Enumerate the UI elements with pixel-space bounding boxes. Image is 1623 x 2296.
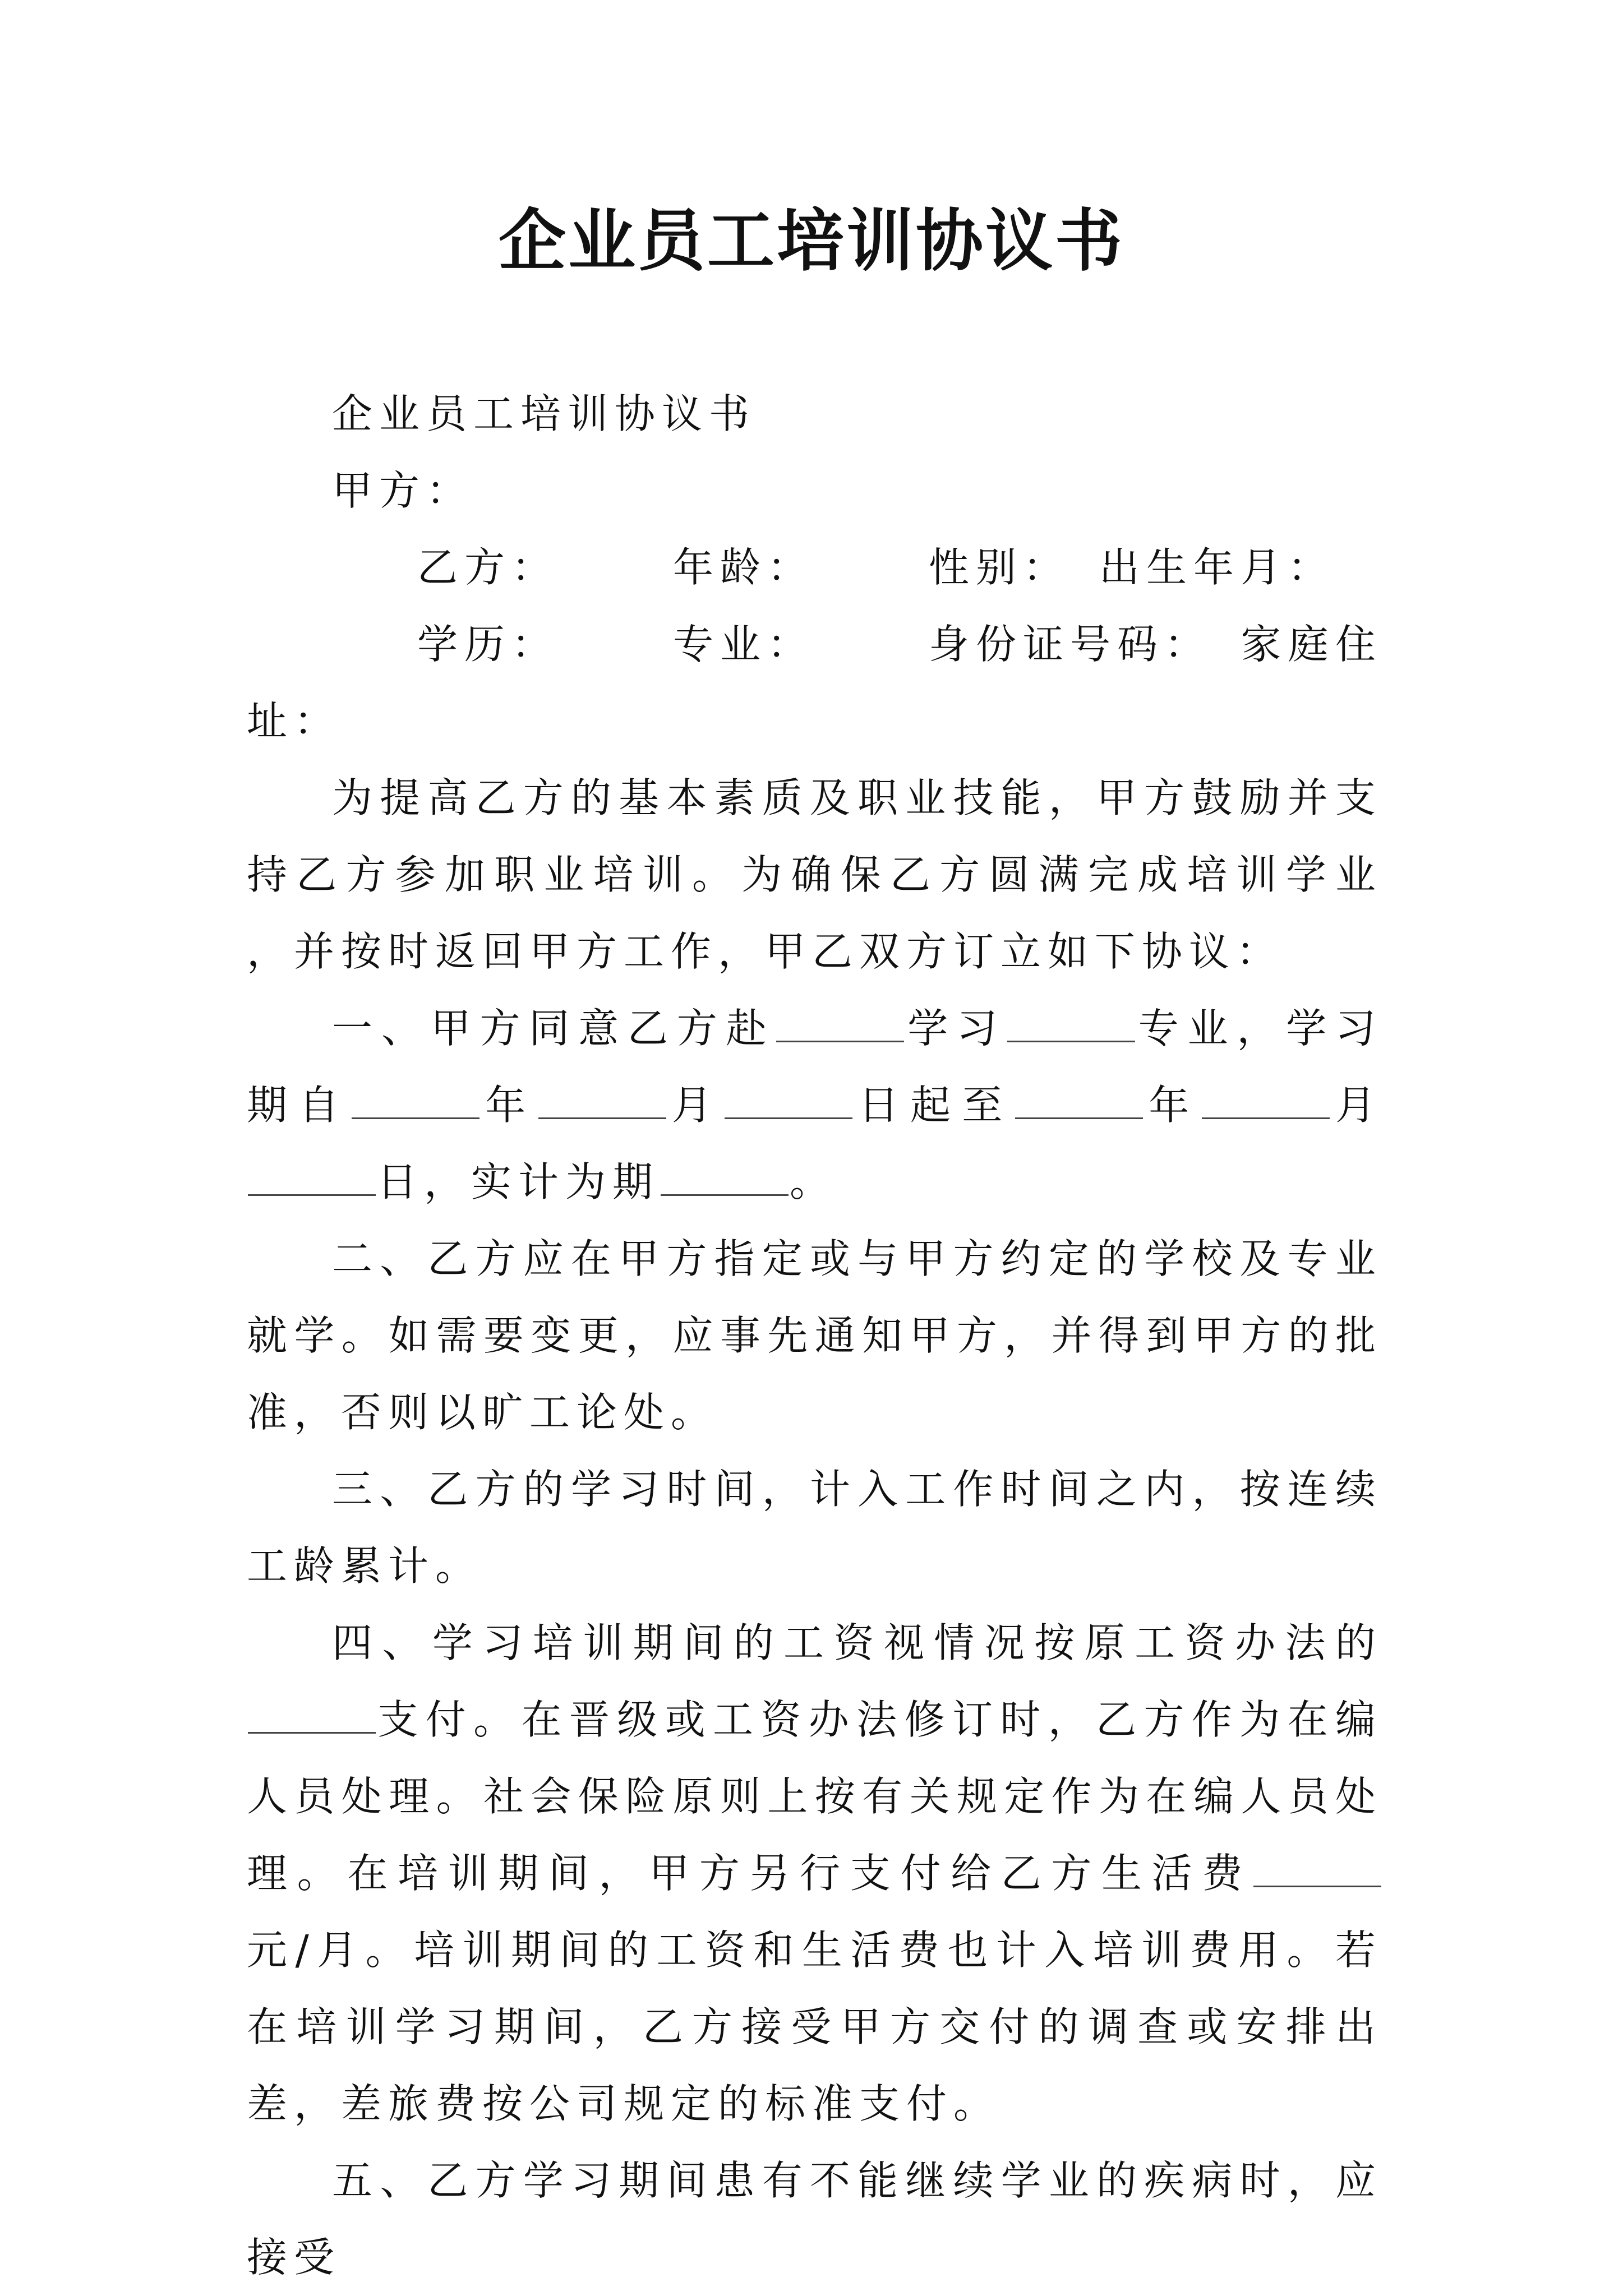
- document-body: [247, 376, 1382, 2296]
- clause-4-text: 支付。在晋级或工资办法修订时，乙方作为在编人员处理。社会保险原则上按有关规定作为在编人员处理。在培训期间，甲方另行支付给乙方生活费: [247, 1696, 1382, 1897]
- blank-line: [352, 1117, 479, 1119]
- major-label: 专业：: [673, 621, 815, 668]
- clause-1-text: 月: [667, 1082, 724, 1129]
- party-b-label: 乙方：: [417, 544, 559, 591]
- blank-line: [538, 1117, 666, 1119]
- party-a-line: 甲方：: [332, 467, 474, 514]
- clause-1: [247, 990, 1382, 1221]
- clause-4-text: 四、学习培训期间的工资视情况按原工资办法的: [332, 1619, 1382, 1666]
- clause-1-text: 年: [1144, 1082, 1201, 1129]
- clause-4-text: 元/月。培训期间的工资和生活费也计入培训费用。若在培训学习期间，乙方接受甲方交付的调查或安排出差，差旅费按公司规定的标准支付。: [247, 1927, 1382, 2127]
- blank-line: [248, 1731, 376, 1734]
- blank-line: [1007, 1040, 1135, 1042]
- blank-line: [1015, 1117, 1143, 1119]
- clause-1-text: 一、甲方同意乙方赴: [332, 1005, 776, 1052]
- id-number-label: 身份证号码：: [929, 621, 1212, 668]
- clause-2: 二、乙方应在甲方指定或与甲方约定的学校及专业就学。如需要变更，应事先通知甲方，并得到甲方的批准，否则以旷工论处。: [247, 1235, 1382, 1436]
- clause-1-text: 。: [790, 1158, 837, 1205]
- clause-3: 三、乙方的学习时间，计入工作时间之内，按连续工龄累计。: [247, 1466, 1382, 1590]
- blank-line: [661, 1194, 789, 1196]
- gender-label: 性别：: [929, 544, 1071, 591]
- clause-1-text: 专业，学习期自: [247, 1005, 1382, 1129]
- document-title: 企业员工培训协议书: [499, 201, 1124, 280]
- blank-line: [776, 1040, 904, 1042]
- age-label: 年龄：: [673, 544, 815, 591]
- clause-1-text: 月: [1330, 1082, 1382, 1129]
- clause-1-text: 年: [480, 1082, 537, 1129]
- clause-1-text: 学习: [905, 1005, 1006, 1052]
- education-line: [247, 606, 1382, 760]
- clause-1-text: 日，实计为期: [377, 1158, 660, 1205]
- blank-line: [1253, 1885, 1381, 1887]
- subtitle-line: 企业员工培训协议书: [332, 390, 757, 437]
- clause-5: 五、乙方学习期间患有不能继续学业的疾病时，应接受: [247, 2157, 1382, 2281]
- clause-4: [247, 1605, 1382, 2142]
- blank-line: [725, 1117, 852, 1119]
- birth-label: 出生年月：: [1099, 544, 1335, 591]
- party-b-line: [247, 529, 1382, 606]
- blank-line: [1202, 1117, 1330, 1119]
- address-label: 家庭住址：: [247, 621, 1382, 745]
- intro-paragraph: 为提高乙方的基本素质及职业技能，甲方鼓励并支持乙方参加职业培训。为确保乙方圆满完成培训学业 ，并按时返回甲方工作，甲乙双方订立如下协议：: [247, 774, 1382, 975]
- education-label: 学历：: [417, 621, 559, 668]
- blank-line: [248, 1194, 376, 1196]
- clause-1-text: 日起至: [854, 1082, 1014, 1129]
